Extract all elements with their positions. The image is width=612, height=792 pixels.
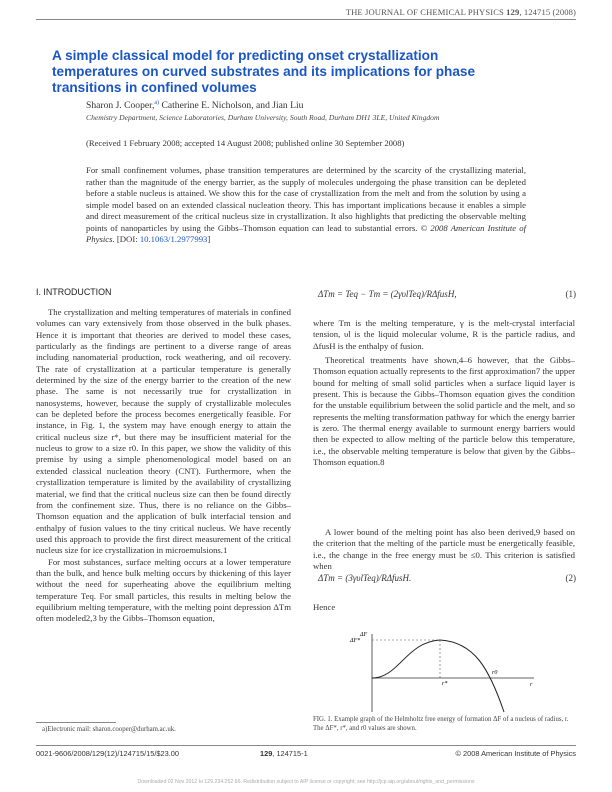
footnote-email: a)Electronic mail: sharon.cooper@durham.ac.uk.: [42, 726, 176, 733]
hence-text: Hence: [313, 602, 336, 612]
intro-paragraph-1: The crystallization and melting temperatures of materials in confined volumes can vary extensively from those observed in the bulk phases. Hence it is important that theories are derived to model these cases, particularly as the findings are pertinent to a diverse range of areas including nanomaterial production, rock weathering, and oil recovery. The rate of crystallization at a particular temperature is generally determined by the size of the energy barrier to the creation of the new phase. The same is not necessarily true for crystallization in nanosystems, however, because the supply of crystallizable molecules can be depleted before the process becomes energetically feasible. For instance, in Fig. 1, the system may have enough energy to attain the critical nucleus size r*, but there may be insufficient material for the nucleus to grow to a size r0. In this paper, we show the validity of this premise by using a simple phenomenological model based on an extended classical nucleation theory (CNT). Furthermore, when the crystallization temperature is limited by the availability of crystallizing material, we find that the critical nucleus size can then be found directly from the confinement size. Thus, there is no reliance on the Gibbs–Thomson equation and the application of bulk interfacial tension and enthalpy of fusion values to the tiny critical nucleus. We have recently used this approach to provide the first direct measurement of the critical nucleus size for ice crystallization in microemulsions.1: [36, 307, 291, 556]
footnote-rule: [36, 722, 116, 723]
abstract-copyright: © 2008 American Institute of Physics.: [86, 222, 526, 244]
r-star-label: r*: [442, 681, 448, 687]
peak-label: ΔF*: [350, 638, 361, 644]
download-notice: Downloaded 02 Nov 2012 to 129.234.252.66. Redistribution subject to AIP license or copyright; see http://jcp.aip.org/about/rights_and_permissions: [137, 779, 475, 785]
doi-link[interactable]: 10.1063/1.2977993: [139, 234, 208, 244]
journal-volume: 129: [506, 7, 520, 17]
abstract-text: For small confinement volumes, phase transition temperatures are determined by the scarcity of the crystallizing material, rather than the magnitude of the energy barrier, as the supply of molecules undergoing the phase transition can be depleted before a stable nucleus is attained. We show this for the case of crystallization from the melt and from the solution by using a simple model based on an extended classical nucleation theory. This has important implications because it enables a simple and direct measurement of the critical nucleus size in crystallization. It also highlights that predicting the observable melting points of nanoparticles by using the Gibbs–Thomson equation can lead to substantial errors.: [86, 165, 526, 233]
section-heading-introduction: I. INTRODUCTION: [36, 287, 112, 297]
equation-1: ΔTm = Teq − Tm = (2γυlTeq)/RΔfusH,: [318, 289, 457, 299]
eq1-definitions: where Tm is the melting temperature, γ is the melt-crystal interfacial tension, υl is the liquid molecular volume, R is the particle radius, and ΔfusH is the enthalpy of fusion.: [313, 318, 575, 351]
footer-issn: 0021-9606/2008/129(12)/124715/15/$23.00: [36, 749, 180, 758]
figure-1-free-energy-plot: [344, 628, 544, 718]
doi-suffix: ]: [207, 234, 211, 244]
received-dates: (Received 1 February 2008; accepted 14 August 2008; published online 30 September 2008): [86, 138, 405, 148]
equation-2-number: (2): [565, 573, 576, 583]
right-column-p1: [313, 318, 575, 352]
left-column: [36, 307, 291, 625]
equation-1-number: (1): [565, 289, 576, 299]
x-axis-label: r: [530, 682, 533, 688]
footer-page-number: , 124715-1: [272, 749, 308, 758]
author-list: [86, 100, 303, 111]
free-energy-curve: [372, 640, 504, 712]
footer-page: [260, 749, 308, 758]
figure-1-caption: FIG. 1. Example graph of the Helmholtz free energy of formation ΔF of a nucleus of radius, r. The ΔF*, r*, and r0 values are shown.: [313, 716, 569, 732]
journal-running-header: [346, 7, 576, 17]
abstract: [86, 165, 526, 246]
intro-paragraph-2: For most substances, surface melting occurs at a lower temperature than the bulk, and hence bulk melting occurs by thickening of this layer without the need for superheating above the equilibrium melting temperature Teq. For small particles, this results in melting below the equilibrium melting temperature, with the melting point depression ΔTm often modeled2,3 by the Gibbs–Thomson equation,: [36, 556, 291, 624]
right-column-p3: [313, 527, 575, 572]
other-authors: Catherine E. Nicholson, and Jian Liu: [159, 100, 304, 112]
lower-bound-paragraph: A lower bound of the melting point has also been derived,9 based on the criterion that the melting of the particle must be energetically feasible, i.e., the change in the free energy must be ≤0. This criterion is satisfied when: [313, 527, 575, 572]
right-column-p2: [313, 355, 575, 468]
gibbs-thomson-paragraph: Theoretical treatments have shown,4–6 however, that the Gibbs–Thomson equation actually represents to the first approximation7 the upper bound for melting of small solid particles when a surface liquid layer is present. This is because the Gibbs–Thomson equation gives the condition for the unstable equilibrium between the solid particle and the melt, and so represents the melting transformation pathway for which the energy barrier is zero. The thermal energy available to surmount energy barriers would then be expected to allow melting of the particle below this temperature, i.e., the observable melting temperature is below that given by the Gibbs–Thomson equation.8: [313, 355, 575, 468]
article-title: A simple classical model for predicting onset crystallization temperatures on curved substrates and its implications for phase transitions in confined volumes: [52, 48, 476, 96]
journal-name: THE JOURNAL OF CHEMICAL PHYSICS: [345, 7, 504, 17]
footer-volume: 129: [260, 749, 273, 758]
footer-rule: [36, 745, 576, 746]
equation-2: ΔTm = (3γυlTeq)/RΔfusH.: [318, 573, 412, 583]
r0-label: r0: [492, 670, 498, 676]
header-rule: [36, 19, 576, 20]
author-footnote-mark[interactable]: a): [154, 100, 160, 106]
affiliation: Chemistry Department, Science Laboratories, Durham University, South Road, Durham DH1 3LE, United Kingdom: [86, 113, 440, 122]
y-axis-label: ΔF: [360, 632, 368, 638]
author-1: Sharon J. Cooper,: [86, 100, 155, 112]
doi-prefix: [DOI:: [114, 234, 140, 244]
article-year: , 124715 (2008): [519, 7, 576, 17]
footer-copyright: © 2008 American Institute of Physics: [455, 749, 576, 758]
